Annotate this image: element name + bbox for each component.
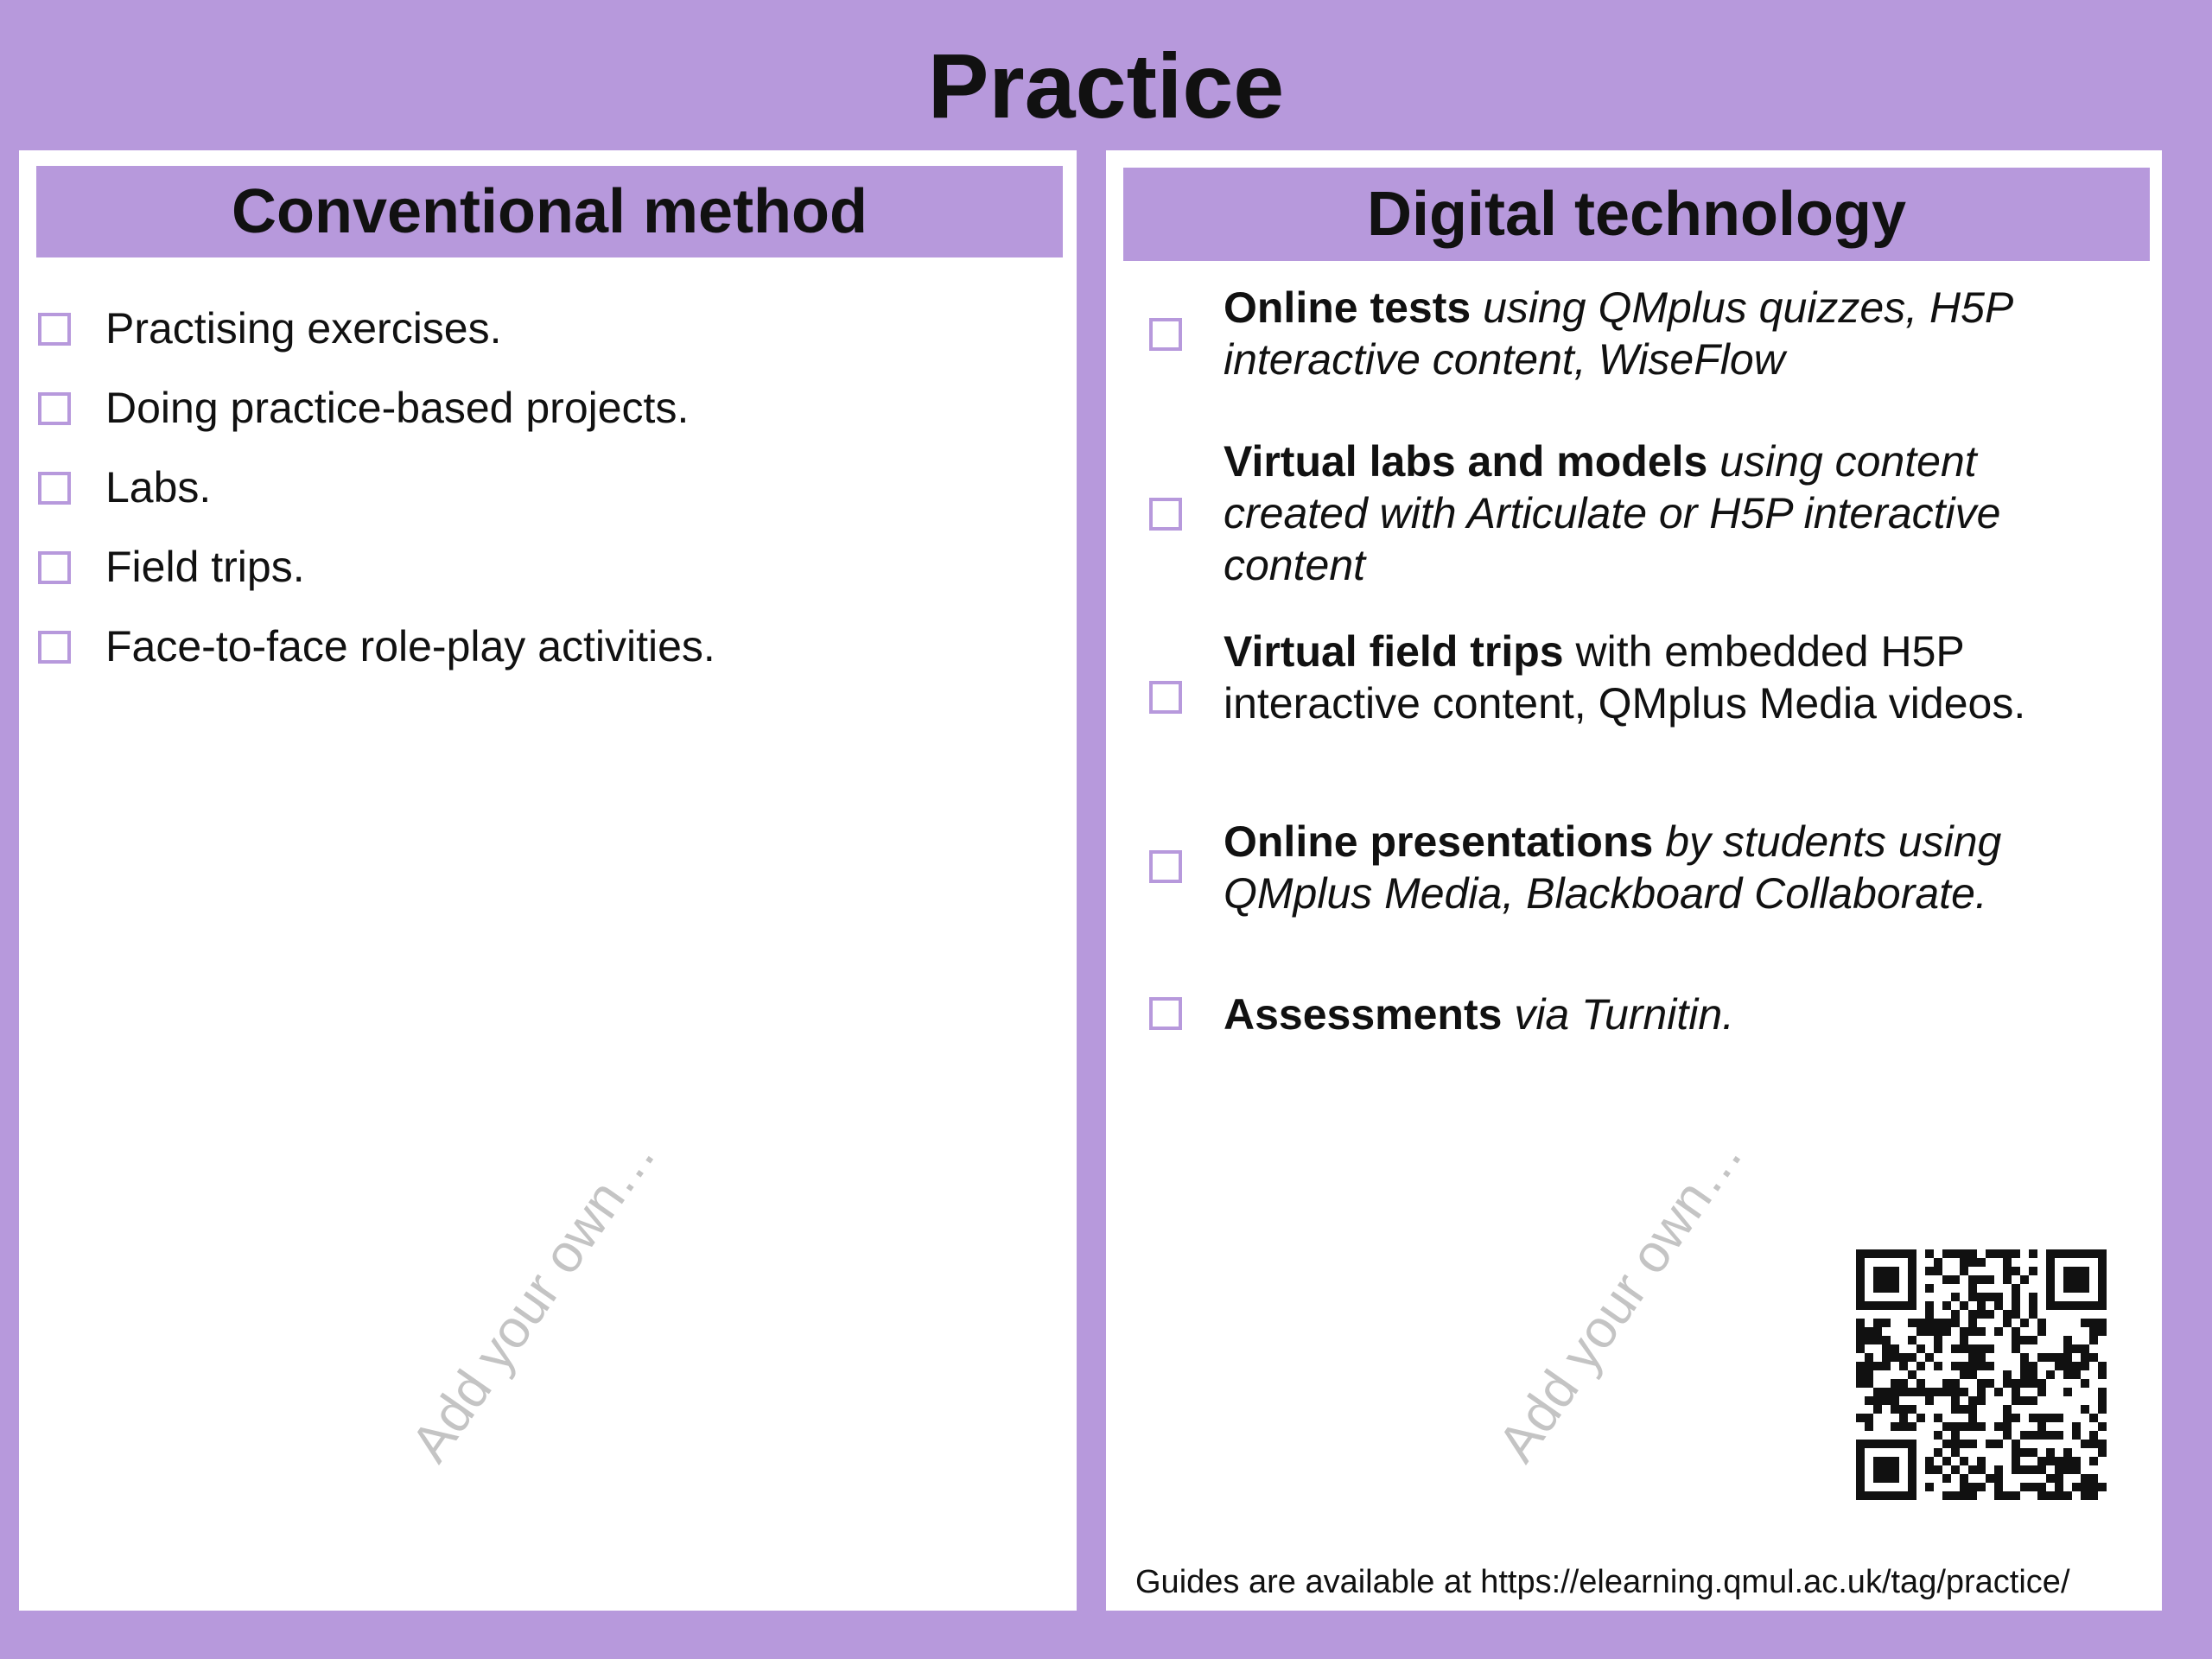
- checkbox-icon[interactable]: [1149, 997, 1182, 1030]
- checkbox-icon[interactable]: [1149, 850, 1182, 883]
- item-detail: via Turnitin.: [1502, 990, 1735, 1039]
- checkbox-icon[interactable]: [38, 472, 71, 505]
- add-your-own-placeholder[interactable]: Add your own…: [399, 1126, 668, 1473]
- checkbox-icon[interactable]: [38, 631, 71, 664]
- digital-technology-header: Digital technology: [1123, 168, 2150, 261]
- list-item: Labs.: [105, 463, 212, 512]
- guides-footer: Guides are available at https://elearning.qmul.ac.uk/tag/practice/: [1135, 1564, 2070, 1600]
- checkbox-icon[interactable]: [1149, 681, 1182, 714]
- checkbox-icon[interactable]: [1149, 498, 1182, 531]
- checkbox-icon[interactable]: [38, 313, 71, 346]
- conventional-method-panel: [19, 150, 1077, 1611]
- list-item: [1224, 816, 2088, 919]
- item-title: Virtual field trips: [1224, 627, 1564, 676]
- checkbox-icon[interactable]: [38, 392, 71, 425]
- conventional-method-header: Conventional method: [36, 166, 1063, 257]
- list-item: [1224, 282, 2088, 385]
- digital-technology-panel: [1106, 150, 2162, 1611]
- checkbox-icon[interactable]: [1149, 318, 1182, 351]
- item-title: Online presentations: [1224, 817, 1654, 866]
- page-title: Practice: [927, 35, 1285, 137]
- item-title: Virtual labs and models: [1224, 437, 1708, 486]
- qr-code-icon[interactable]: [1856, 1249, 2107, 1500]
- item-detail: with embedded H5P interactive content, QMplus Media videos.: [1224, 627, 2026, 728]
- list-item: [1224, 626, 2088, 729]
- item-detail: by students using QMplus Media, Blackboard Collaborate.: [1224, 817, 2002, 918]
- list-item: [1224, 988, 2088, 1040]
- add-your-own-placeholder[interactable]: Add your own…: [1486, 1126, 1755, 1473]
- checkbox-icon[interactable]: [38, 551, 71, 584]
- item-detail: using QMplus quizzes, H5P interactive content, WiseFlow: [1224, 283, 2012, 384]
- item-title: Assessments: [1224, 990, 1503, 1039]
- item-detail: using content created with Articulate or H5P interactive content: [1224, 437, 2001, 589]
- list-item: Face-to-face role-play activities.: [105, 622, 715, 671]
- list-item: Practising exercises.: [105, 304, 502, 353]
- list-item: Doing practice-based projects.: [105, 384, 690, 432]
- list-item: [1224, 435, 2088, 591]
- item-title: Online tests: [1224, 283, 1471, 332]
- list-item: Field trips.: [105, 543, 305, 591]
